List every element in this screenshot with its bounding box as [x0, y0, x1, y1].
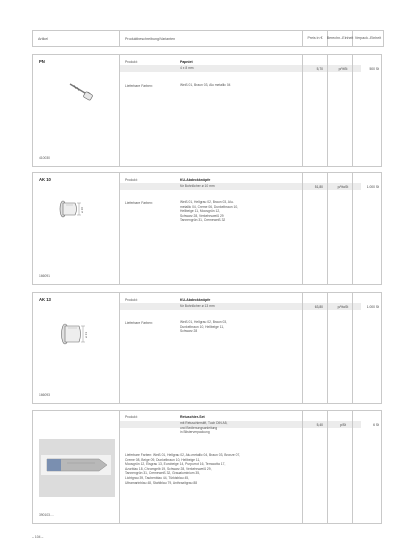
product-number: 166091	[39, 274, 51, 278]
pack: 6 St	[373, 423, 379, 427]
product-block	[32, 54, 382, 167]
price: 5,70	[316, 67, 323, 71]
table-header	[32, 30, 384, 47]
header-artikel: Artikel	[33, 31, 120, 46]
product-code: PN	[39, 59, 45, 64]
header-beschreibung: Produktbeschreibung/Varianten	[120, 31, 303, 46]
product-block	[32, 292, 382, 404]
price-band	[120, 303, 361, 310]
page-number: – 104 –	[32, 535, 44, 539]
product-code: AK 10	[39, 177, 51, 182]
price: 5,40	[316, 423, 323, 427]
product-name: Retuschier-Set	[180, 415, 205, 419]
color-list: Weiß 01, Hellgrau 02, Braun 03, Dunkelbraun 10, Hellbeige 11, Schwarz 28	[180, 320, 228, 334]
produkt-label: Produkt:	[125, 415, 138, 419]
rivet-image	[66, 80, 96, 102]
product-number: 166093	[39, 393, 51, 397]
farben-label: Lieferbare Farben:	[125, 321, 153, 325]
header-verpackung: Verpack.- Einheit	[354, 36, 382, 41]
product-sub: für Bohrlöcher ø 10 mm	[180, 184, 215, 188]
cap-image	[58, 321, 92, 347]
farben-label: Lieferbare Farben:	[125, 84, 153, 88]
header-preis: Preis in €	[303, 31, 328, 46]
unit: p/%St	[338, 67, 348, 71]
price-band	[120, 421, 361, 428]
unit: p/%oSt	[337, 305, 349, 309]
product-block	[32, 410, 382, 524]
unit: p/%oSt	[337, 185, 349, 189]
product-sub: für Bohrlöcher ø 13 mm	[180, 304, 215, 308]
color-list: Weiß 01, Hellgrau 02, Braun 03, Alu- metallic 04, Creme 06, Dunkelbraun 10, Hellbeige 11, Moosgrün 12, Schwarz 28, Verkehrsweiß 29 Tannengrün 31, Cremeweiß 32	[180, 200, 239, 223]
dim-label: ø 13	[84, 331, 88, 339]
color-list: Weiß 01, Braun 03, Alu metallic 04	[180, 83, 231, 87]
product-number: 390103....	[39, 513, 54, 517]
cap-image	[57, 197, 87, 221]
produkt-label: Produkt:	[125, 178, 138, 182]
produkt-label: Produkt:	[125, 60, 138, 64]
product-name: KU-Abdeckknöpfe	[180, 298, 211, 302]
price-band	[120, 65, 361, 72]
color-list: Lieferbare Farben: Weiß 01, Hellgrau 02, Alu-metallic 04, Braun 03, Bronze 07, Creme 08, Beige 09, Dunkelbraun 10, Hellbeige 11, Moosgrün 12, Eisgrau 13, Eurobeige 14, Purpurrot 16, Terracotta 17, Azurblau 18, Chromgelb 19, Schwarz 28, Verkehrsweiß 29, Tannengrün 31, Cremeweiß 32, Graualuminium 35, Lichtgrau 39, Taubenblau 44, Türkisblau 45, Ultramarinblau 48, Stahlblau 79, Anthrazitgrau 88	[125, 453, 241, 485]
pack: 1.000 St	[366, 185, 379, 189]
farben-label: Lieferbare Farben:	[125, 201, 153, 205]
pack: 1.000 St	[366, 305, 379, 309]
product-name: KU-Abdeckknöpfe	[180, 178, 211, 182]
dim-label: ø 10	[80, 206, 84, 214]
product-code: AK 13	[39, 297, 51, 302]
produkt-label: Produkt:	[125, 298, 138, 302]
product-sub: 4 x 8 mm	[180, 66, 194, 70]
price: 51,80	[314, 185, 323, 189]
header-einheit: Berechn.- Einheit	[328, 31, 353, 46]
pack: 500 St	[369, 67, 379, 71]
product-block	[32, 172, 382, 285]
price-band	[120, 183, 361, 190]
price: 63,80	[314, 305, 323, 309]
product-sub: mit Retuschierstift, Tuch DIN A5, und Bedienungsanleitung in Blisterverpackung	[180, 421, 228, 435]
retouch-set-image	[37, 433, 117, 503]
product-name: Papniet	[180, 60, 193, 64]
product-number: 410030	[39, 156, 51, 160]
unit: p/St	[340, 423, 346, 427]
